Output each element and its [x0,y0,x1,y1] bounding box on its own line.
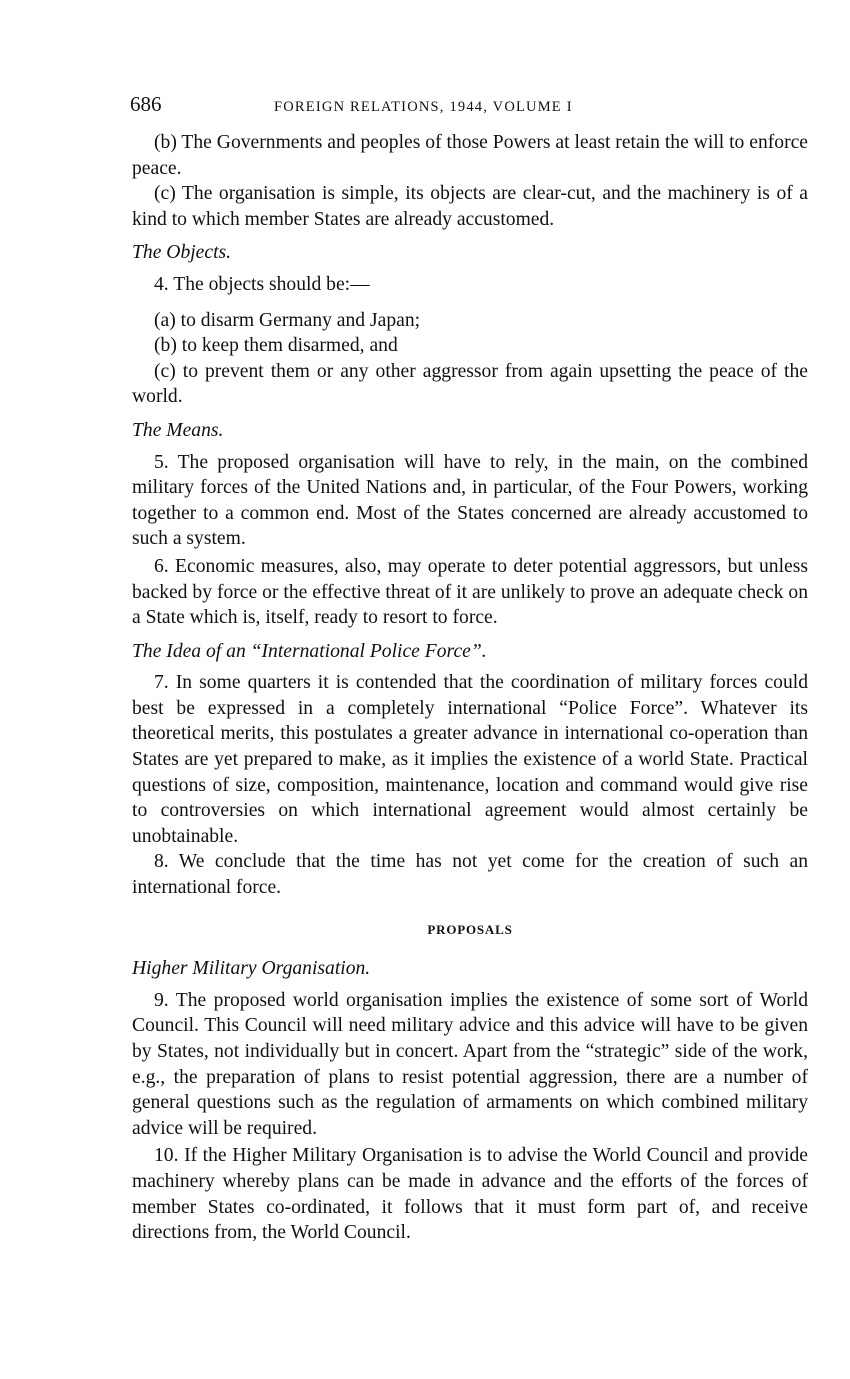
paragraph-4-c: (c) to prevent them or any other aggressor from again upsetting the peace of the world. [132,360,808,408]
heading-objects: The Objects. [132,242,232,264]
heading-higher-military: Higher Military Organisation. [132,958,371,980]
paragraph-9: 9. The proposed world organisation implies the existence of some sort of World Council. This Council will need military advice and this advice will have to be given by States, not individually but in concert. Apart from the “strategic” side of the work, e.g., the preparation of plans to resist potential aggression, there are a number of general questions such as the regulation of armaments on which combined military advice will be required. [132,989,808,1139]
document-page [132,92,808,1246]
paragraph-b-continued: (b) The Governments and peoples of those Powers at least retain the will to enforce peace. [132,132,808,179]
paragraph-7: 7. In some quarters it is contended that the coordination of military forces could best be expressed in a completely international “Police Force”. Whatever its theoretical merits, this postulates a greater advance in international co-operation than States are yet prepared to make, as it implies the existence of a world State. Practical questions of size, composition, maintenance, location and command would give rise to controversies on which international agreement would almost certainly be unobtainable. [132,672,808,847]
page-header [132,92,808,122]
paragraph-c-continued: (c) The organisation is simple, its objects are clear-cut, and the machinery is of a kind to which member States are already accustomed. [132,183,808,230]
heading-means: The Means. [132,419,224,441]
paragraph-5: 5. The proposed organisation will have to rely, in the main, on the combined military forces of the United Nations and, in particular, of the Four Powers, working together to a common end. Most of the States concerned are already accustomed to such a system. [132,451,808,550]
running-title: FOREIGN RELATIONS, 1944, VOLUME I [274,99,573,115]
page-number: 686 [130,92,162,116]
paragraph-8: 8. We conclude that the time has not yet come for the creation of such an international force. [132,851,808,899]
paragraph-4: 4. The objects should be:— [154,273,370,295]
paragraph-4-b: (b) to keep them disarmed, and [154,335,398,357]
heading-proposals: PROPOSALS [427,921,513,937]
paragraph-6: 6. Economic measures, also, may operate to deter potential aggressors, but unless backed by force or the effective threat of it are unlikely to prove an adequate check on a State which is, itself, ready to resort to force. [132,555,808,629]
paragraph-10: 10. If the Higher Military Organisation is to advise the World Council and provide machinery whereby plans can be made in advance and the efforts of the forces of member States co-ordinated, it follows that it must form part of, and receive directions from, the World Council. [132,1145,808,1244]
paragraph-4-a: (a) to disarm Germany and Japan; [154,309,421,331]
heading-police-force: The Idea of an “International Police Force”. [132,640,487,662]
